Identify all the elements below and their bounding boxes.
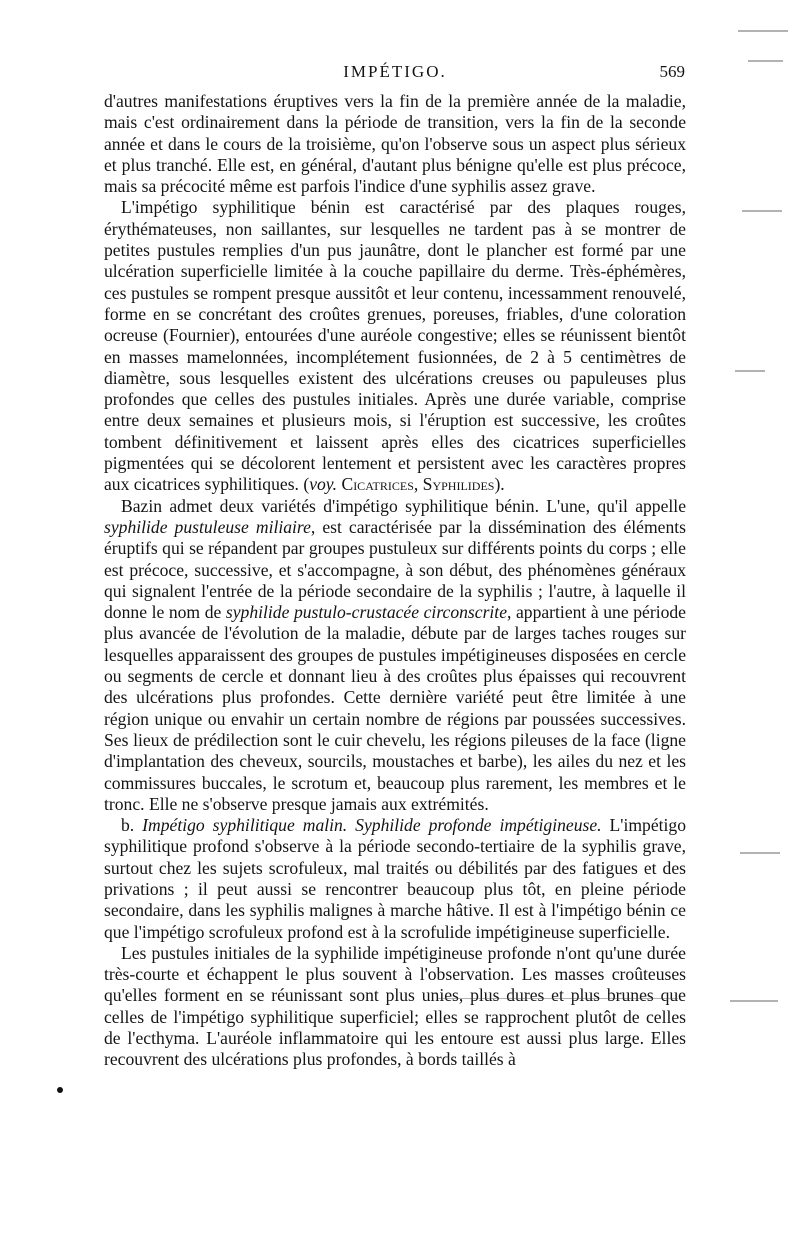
margin-artifact (748, 60, 783, 62)
margin-artifact (735, 370, 765, 372)
margin-artifact (740, 852, 780, 854)
paragraph-2 (104, 197, 686, 495)
paragraph-3 (104, 496, 686, 815)
text-run: Les pustules initiales de la syphilide impétigineuse profonde n'ont qu'une durée très-courte et échappent le plus souvent à l'observation. Les masses croûteuses qu'elles forment en se réunissant sont plus unies, plus dures et plus brunes que celles de l'impétigo syphilitique superficiel; elles se rapprochent plutôt de celles de l'ecthyma. L'auréole inflammatoire qui les entoure est aussi plus large. Elles recouvrent des ulcérations plus profondes, à bords taillés à (104, 942, 686, 1070)
text-run: b. (121, 815, 143, 836)
text-run: Bazin admet deux variétés d'impétigo syphilitique bénin. L'une, qu'il appelle (121, 495, 686, 516)
paragraph-5 (104, 943, 686, 1071)
text-run: , appartient à une période plus avancée de l'évolution de la maladie, débute par de larges taches rouges sur lesquelles apparaissent des groupes de pustules impétigineuses disposées en cercle ou segments de cercle et donnant lieu à des croûtes plus épaisses qui recouvrent des ulcérations plus profondes. Cette dernière variété peut être limitée à une région unique ou envahir un certain nombre de régions par poussées successives. Ses lieux de prédilection sont le cuir chevelu, les régions pileuses de la face (ligne d'implantation des cheveux, sourcils, moustaches et barbe), les ailes du nez et les commissures buccales, le scrotum et, beaucoup plus rarement, les membres et le tronc. Elle ne s'observe presque jamais aux extrémités. (104, 602, 686, 814)
text-run: ). (494, 474, 505, 495)
text-run: L'impétigo syphilitique profond s'observe à la période secondo-tertiaire de la syphilis grave, surtout chez les sujets scrofuleux, mal traités ou débilités par des fatigues et des privations ; il peut aussi se rencontrer beaucoup plus tôt, en pleine période secondaire, dans les syphilis malignes à marche hâtive. Il est à l'impétigo bénin ce que l'impétigo scrofuleux profond est à la scrofulide impétigineuse superficielle. (104, 815, 687, 942)
paragraph-4 (104, 815, 686, 943)
italic-text: syphilide pustuleuse miliaire (104, 516, 311, 537)
paragraph-1 (104, 91, 686, 197)
italic-text: syphilide pustulo-crustacée circonscrite (225, 602, 507, 623)
text-run: d'autres manifestations éruptives vers la fin de la première année de la maladie, mais c'est ordinairement dans la période de transition, vers la fin de la seconde année et dans le cours de la troisième, qu'on l'observe sous un aspect plus sérieux et plus tranché. Elle est, en général, d'autant plus bénigne qu'elle est plus précoce, mais sa précocité même est parfois l'indice d'une syphilis assez grave. (104, 91, 686, 197)
running-head: IMPÉTIGO. (343, 62, 447, 81)
margin-dot (57, 1087, 63, 1093)
body-text (104, 91, 686, 1071)
margin-artifact (730, 1000, 778, 1002)
small-caps-text: Cicatrices, Syphilides (341, 474, 495, 495)
italic-text: Impétigo syphilitique malin. Syphilide profonde impétigineuse. (142, 815, 602, 836)
text-run: , est caractérisée par la dissémination des éléments éruptifs qui se répandent par groupes pustuleux sur différents points du corps ; elle est précoce, successive, et s'accompagne, à son début, des phénomènes généraux qui signalent l'entrée de la période secondaire de la syphilis ; l'autre, à laquelle il donne le nom de (104, 516, 686, 623)
italic-text: voy. (309, 474, 338, 495)
text-run: L'impétigo syphilitique bénin est caractérisé par des plaques rouges, érythémateuses, non saillantes, sur lesquelles ne tardent pas à se montrer de petites pustules remplies d'un pus jaunâtre, dont le plancher est formé par une ulcération superficielle limitée à la couche papillaire du derme. Très-éphémères, ces pustules se rompent presque aussitôt et leur contenu, incessamment renouvelé, forme en se concrétant des croûtes grenues, poreuses, friables, d'une coloration ocreuse (Fournier), entourées d'une auréole congestive; elles se réunissent bientôt en masses mamelonnées, incomplétement fusionnées, de 2 à 5 centimètres de diamètre, sous lesquelles existent des ulcérations creuses ou papuleuses plus profondes que celles des pustules initiales. Après une durée variable, comprise entre deux semaines et plusieurs mois, si l'éruption est successive, les croûtes tombent définitivement et laissent après elles des cicatrices superficielles pigmentées qui se décolorent lentement et persistent avec les caractères propres aux cicatrices syphilitiques. ( (104, 197, 686, 495)
page-number: 569 (659, 62, 685, 81)
page-header (105, 62, 685, 88)
margin-artifact (742, 210, 782, 212)
margin-artifact (438, 998, 678, 999)
margin-artifact (738, 30, 788, 32)
